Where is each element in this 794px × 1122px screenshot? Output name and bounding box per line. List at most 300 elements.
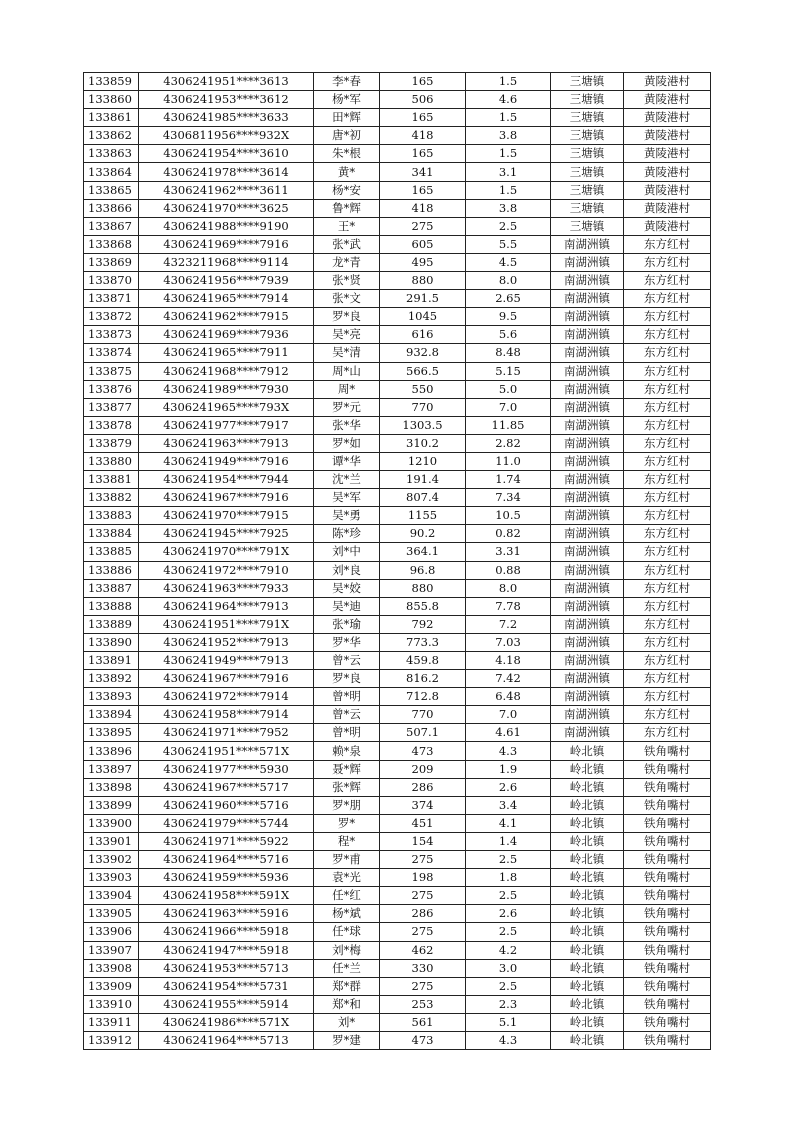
village-cell: 铁角嘴村 — [624, 778, 711, 796]
amount-cell: 341 — [380, 163, 466, 181]
name-cell: 罗*朋 — [314, 796, 380, 814]
id-number-cell: 4306241947****5918 — [139, 941, 314, 959]
village-cell: 铁角嘴村 — [624, 851, 711, 869]
name-cell: 罗*甫 — [314, 851, 380, 869]
id-number-cell: 4306241964****7913 — [139, 597, 314, 615]
serial-number-cell: 133912 — [84, 1031, 139, 1049]
id-number-cell: 4306241954****7944 — [139, 471, 314, 489]
id-number-cell: 4306241977****7917 — [139, 416, 314, 434]
id-number-cell: 4306241985****3633 — [139, 109, 314, 127]
table-row — [84, 633, 711, 651]
name-cell: 罗*元 — [314, 398, 380, 416]
village-cell: 东方红村 — [624, 452, 711, 470]
serial-number-cell: 133883 — [84, 507, 139, 525]
serial-number-cell: 133886 — [84, 561, 139, 579]
village-cell: 铁角嘴村 — [624, 760, 711, 778]
table-row — [84, 181, 711, 199]
serial-number-cell: 133900 — [84, 814, 139, 832]
area-cell: 2.5 — [466, 887, 551, 905]
id-number-cell: 4306241970****791X — [139, 543, 314, 561]
village-cell: 铁角嘴村 — [624, 796, 711, 814]
town-cell: 南湖洲镇 — [551, 344, 624, 362]
name-cell: 罗*建 — [314, 1031, 380, 1049]
table-row — [84, 416, 711, 434]
table-row — [84, 941, 711, 959]
serial-number-cell: 133885 — [84, 543, 139, 561]
table-row — [84, 814, 711, 832]
area-cell: 8.48 — [466, 344, 551, 362]
serial-number-cell: 133870 — [84, 272, 139, 290]
village-cell: 东方红村 — [624, 543, 711, 561]
village-cell: 东方红村 — [624, 489, 711, 507]
serial-number-cell: 133865 — [84, 181, 139, 199]
table-row — [84, 290, 711, 308]
id-number-cell: 4306241951****3613 — [139, 73, 314, 91]
serial-number-cell: 133881 — [84, 471, 139, 489]
amount-cell: 310.2 — [380, 434, 466, 452]
amount-cell: 209 — [380, 760, 466, 778]
area-cell: 4.2 — [466, 941, 551, 959]
amount-cell: 507.1 — [380, 724, 466, 742]
amount-cell: 451 — [380, 814, 466, 832]
village-cell: 黄陵港村 — [624, 109, 711, 127]
name-cell: 张*瑜 — [314, 615, 380, 633]
serial-number-cell: 133871 — [84, 290, 139, 308]
area-cell: 5.1 — [466, 1013, 551, 1031]
village-cell: 黄陵港村 — [624, 217, 711, 235]
village-cell: 铁角嘴村 — [624, 887, 711, 905]
area-cell: 0.88 — [466, 561, 551, 579]
id-number-cell: 4306241969****7936 — [139, 326, 314, 344]
table-row — [84, 73, 711, 91]
name-cell: 曾*云 — [314, 706, 380, 724]
name-cell: 刘* — [314, 1013, 380, 1031]
id-number-cell: 4306241963****7933 — [139, 579, 314, 597]
id-number-cell: 4306241962****3611 — [139, 181, 314, 199]
area-cell: 2.3 — [466, 995, 551, 1013]
area-cell: 7.78 — [466, 597, 551, 615]
area-cell: 7.03 — [466, 633, 551, 651]
name-cell: 吴*姣 — [314, 579, 380, 597]
name-cell: 罗*良 — [314, 670, 380, 688]
village-cell: 东方红村 — [624, 380, 711, 398]
area-cell: 5.0 — [466, 380, 551, 398]
table-row — [84, 615, 711, 633]
serial-number-cell: 133882 — [84, 489, 139, 507]
table-row — [84, 923, 711, 941]
name-cell: 陈*珍 — [314, 525, 380, 543]
amount-cell: 792 — [380, 615, 466, 633]
table-row — [84, 796, 711, 814]
town-cell: 岭北镇 — [551, 1031, 624, 1049]
serial-number-cell: 133892 — [84, 670, 139, 688]
area-cell: 3.8 — [466, 199, 551, 217]
serial-number-cell: 133910 — [84, 995, 139, 1013]
amount-cell: 191.4 — [380, 471, 466, 489]
amount-cell: 816.2 — [380, 670, 466, 688]
area-cell: 3.1 — [466, 163, 551, 181]
village-cell: 铁角嘴村 — [624, 959, 711, 977]
serial-number-cell: 133876 — [84, 380, 139, 398]
area-cell: 1.5 — [466, 109, 551, 127]
village-cell: 东方红村 — [624, 362, 711, 380]
id-number-cell: 4306241971****7952 — [139, 724, 314, 742]
village-cell: 黄陵港村 — [624, 73, 711, 91]
id-number-cell: 4306241977****5930 — [139, 760, 314, 778]
village-cell: 铁角嘴村 — [624, 869, 711, 887]
village-cell: 铁角嘴村 — [624, 832, 711, 850]
amount-cell: 550 — [380, 380, 466, 398]
area-cell: 3.8 — [466, 127, 551, 145]
serial-number-cell: 133901 — [84, 832, 139, 850]
village-cell: 东方红村 — [624, 471, 711, 489]
area-cell: 2.6 — [466, 905, 551, 923]
town-cell: 南湖洲镇 — [551, 489, 624, 507]
village-cell: 东方红村 — [624, 308, 711, 326]
table-row — [84, 959, 711, 977]
table-row — [84, 869, 711, 887]
id-number-cell: 4306811956****932X — [139, 127, 314, 145]
table-row — [84, 977, 711, 995]
area-cell: 4.5 — [466, 253, 551, 271]
town-cell: 岭北镇 — [551, 1013, 624, 1031]
village-cell: 东方红村 — [624, 579, 711, 597]
name-cell: 张*贤 — [314, 272, 380, 290]
village-cell: 铁角嘴村 — [624, 941, 711, 959]
village-cell: 铁角嘴村 — [624, 977, 711, 995]
town-cell: 南湖洲镇 — [551, 652, 624, 670]
amount-cell: 275 — [380, 923, 466, 941]
name-cell: 任*球 — [314, 923, 380, 941]
village-cell: 东方红村 — [624, 290, 711, 308]
serial-number-cell: 133903 — [84, 869, 139, 887]
name-cell: 龙*青 — [314, 253, 380, 271]
village-cell: 东方红村 — [624, 688, 711, 706]
id-number-cell: 4306241969****7916 — [139, 235, 314, 253]
table-row — [84, 525, 711, 543]
id-number-cell: 4306241949****7916 — [139, 452, 314, 470]
town-cell: 南湖洲镇 — [551, 253, 624, 271]
table-row — [84, 652, 711, 670]
table-row — [84, 253, 711, 271]
table-row — [84, 362, 711, 380]
area-cell: 5.6 — [466, 326, 551, 344]
village-cell: 东方红村 — [624, 272, 711, 290]
id-number-cell: 4306241954****3610 — [139, 145, 314, 163]
serial-number-cell: 133908 — [84, 959, 139, 977]
table-row — [84, 561, 711, 579]
table-row — [84, 832, 711, 850]
name-cell: 杨*斌 — [314, 905, 380, 923]
table-row — [84, 272, 711, 290]
id-number-cell: 4306241959****5936 — [139, 869, 314, 887]
id-number-cell: 4306241988****9190 — [139, 217, 314, 235]
amount-cell: 165 — [380, 145, 466, 163]
area-cell: 2.6 — [466, 778, 551, 796]
name-cell: 张*辉 — [314, 778, 380, 796]
id-number-cell: 4306241951****791X — [139, 615, 314, 633]
village-cell: 东方红村 — [624, 416, 711, 434]
village-cell: 东方红村 — [624, 253, 711, 271]
serial-number-cell: 133888 — [84, 597, 139, 615]
village-cell: 黄陵港村 — [624, 163, 711, 181]
serial-number-cell: 133887 — [84, 579, 139, 597]
amount-cell: 275 — [380, 887, 466, 905]
name-cell: 刘*良 — [314, 561, 380, 579]
town-cell: 南湖洲镇 — [551, 434, 624, 452]
id-number-cell: 4306241965****7911 — [139, 344, 314, 362]
amount-cell: 1045 — [380, 308, 466, 326]
id-number-cell: 4306241972****7910 — [139, 561, 314, 579]
town-cell: 南湖洲镇 — [551, 380, 624, 398]
table-row — [84, 489, 711, 507]
amount-cell: 291.5 — [380, 290, 466, 308]
amount-cell: 330 — [380, 959, 466, 977]
table-row — [84, 995, 711, 1013]
village-cell: 东方红村 — [624, 525, 711, 543]
amount-cell: 1303.5 — [380, 416, 466, 434]
town-cell: 南湖洲镇 — [551, 235, 624, 253]
town-cell: 南湖洲镇 — [551, 670, 624, 688]
id-number-cell: 4306241958****7914 — [139, 706, 314, 724]
area-cell: 1.4 — [466, 832, 551, 850]
amount-cell: 275 — [380, 217, 466, 235]
table-row — [84, 398, 711, 416]
serial-number-cell: 133867 — [84, 217, 139, 235]
area-cell: 8.0 — [466, 272, 551, 290]
amount-cell: 286 — [380, 778, 466, 796]
village-cell: 东方红村 — [624, 615, 711, 633]
village-cell: 东方红村 — [624, 398, 711, 416]
table-row — [84, 434, 711, 452]
table-row — [84, 199, 711, 217]
area-cell: 3.31 — [466, 543, 551, 561]
serial-number-cell: 133878 — [84, 416, 139, 434]
name-cell: 吴*勇 — [314, 507, 380, 525]
town-cell: 三塘镇 — [551, 199, 624, 217]
id-number-cell: 4306241951****571X — [139, 742, 314, 760]
id-number-cell: 4306241953****3612 — [139, 91, 314, 109]
serial-number-cell: 133891 — [84, 652, 139, 670]
name-cell: 张*武 — [314, 235, 380, 253]
serial-number-cell: 133880 — [84, 452, 139, 470]
town-cell: 三塘镇 — [551, 145, 624, 163]
area-cell: 4.6 — [466, 91, 551, 109]
serial-number-cell: 133862 — [84, 127, 139, 145]
town-cell: 南湖洲镇 — [551, 326, 624, 344]
amount-cell: 253 — [380, 995, 466, 1013]
name-cell: 鲁*辉 — [314, 199, 380, 217]
village-cell: 黄陵港村 — [624, 145, 711, 163]
table-row — [84, 778, 711, 796]
name-cell: 曾*明 — [314, 724, 380, 742]
serial-number-cell: 133884 — [84, 525, 139, 543]
village-cell: 东方红村 — [624, 344, 711, 362]
table-row — [84, 724, 711, 742]
serial-number-cell: 133896 — [84, 742, 139, 760]
town-cell: 三塘镇 — [551, 163, 624, 181]
amount-cell: 855.8 — [380, 597, 466, 615]
id-number-cell: 4306241963****7913 — [139, 434, 314, 452]
serial-number-cell: 133868 — [84, 235, 139, 253]
amount-cell: 165 — [380, 109, 466, 127]
town-cell: 岭北镇 — [551, 995, 624, 1013]
town-cell: 三塘镇 — [551, 181, 624, 199]
id-number-cell: 4306241989****7930 — [139, 380, 314, 398]
name-cell: 吴*亮 — [314, 326, 380, 344]
id-number-cell: 4306241955****5914 — [139, 995, 314, 1013]
village-cell: 铁角嘴村 — [624, 995, 711, 1013]
table-row — [84, 760, 711, 778]
id-number-cell: 4306241970****7915 — [139, 507, 314, 525]
area-cell: 7.42 — [466, 670, 551, 688]
name-cell: 谭*华 — [314, 452, 380, 470]
area-cell: 7.0 — [466, 706, 551, 724]
town-cell: 岭北镇 — [551, 742, 624, 760]
table-row — [84, 326, 711, 344]
amount-cell: 275 — [380, 977, 466, 995]
area-cell: 5.15 — [466, 362, 551, 380]
town-cell: 南湖洲镇 — [551, 597, 624, 615]
name-cell: 张*文 — [314, 290, 380, 308]
id-number-cell: 4306241972****7914 — [139, 688, 314, 706]
serial-number-cell: 133895 — [84, 724, 139, 742]
serial-number-cell: 133872 — [84, 308, 139, 326]
id-number-cell: 4306241967****5717 — [139, 778, 314, 796]
village-cell: 东方红村 — [624, 706, 711, 724]
id-number-cell: 4306241964****5716 — [139, 851, 314, 869]
amount-cell: 286 — [380, 905, 466, 923]
table-row — [84, 507, 711, 525]
town-cell: 岭北镇 — [551, 832, 624, 850]
town-cell: 岭北镇 — [551, 887, 624, 905]
id-number-cell: 4306241956****7939 — [139, 272, 314, 290]
town-cell: 岭北镇 — [551, 814, 624, 832]
town-cell: 岭北镇 — [551, 778, 624, 796]
amount-cell: 473 — [380, 742, 466, 760]
name-cell: 黄* — [314, 163, 380, 181]
village-cell: 东方红村 — [624, 326, 711, 344]
id-number-cell: 4306241945****7925 — [139, 525, 314, 543]
village-cell: 黄陵港村 — [624, 91, 711, 109]
table-row — [84, 109, 711, 127]
town-cell: 岭北镇 — [551, 796, 624, 814]
area-cell: 10.5 — [466, 507, 551, 525]
table-row — [84, 742, 711, 760]
table-row — [84, 163, 711, 181]
records-table-body — [84, 73, 711, 1050]
area-cell: 6.48 — [466, 688, 551, 706]
serial-number-cell: 133863 — [84, 145, 139, 163]
town-cell: 岭北镇 — [551, 905, 624, 923]
area-cell: 9.5 — [466, 308, 551, 326]
name-cell: 杨*安 — [314, 181, 380, 199]
amount-cell: 932.8 — [380, 344, 466, 362]
amount-cell: 616 — [380, 326, 466, 344]
table-row — [84, 905, 711, 923]
serial-number-cell: 133877 — [84, 398, 139, 416]
area-cell: 7.34 — [466, 489, 551, 507]
amount-cell: 154 — [380, 832, 466, 850]
id-number-cell: 4306241986****571X — [139, 1013, 314, 1031]
amount-cell: 880 — [380, 579, 466, 597]
serial-number-cell: 133893 — [84, 688, 139, 706]
name-cell: 张*华 — [314, 416, 380, 434]
serial-number-cell: 133904 — [84, 887, 139, 905]
village-cell: 黄陵港村 — [624, 127, 711, 145]
table-row — [84, 344, 711, 362]
id-number-cell: 4306241962****7915 — [139, 308, 314, 326]
id-number-cell: 4306241966****5918 — [139, 923, 314, 941]
serial-number-cell: 133897 — [84, 760, 139, 778]
serial-number-cell: 133907 — [84, 941, 139, 959]
name-cell: 刘*梅 — [314, 941, 380, 959]
village-cell: 铁角嘴村 — [624, 814, 711, 832]
village-cell: 铁角嘴村 — [624, 1031, 711, 1049]
table-row — [84, 1013, 711, 1031]
area-cell: 4.18 — [466, 652, 551, 670]
serial-number-cell: 133879 — [84, 434, 139, 452]
table-row — [84, 706, 711, 724]
serial-number-cell: 133906 — [84, 923, 139, 941]
amount-cell: 364.1 — [380, 543, 466, 561]
id-number-cell: 4306241970****3625 — [139, 199, 314, 217]
amount-cell: 605 — [380, 235, 466, 253]
town-cell: 岭北镇 — [551, 869, 624, 887]
area-cell: 7.0 — [466, 398, 551, 416]
id-number-cell: 4306241965****793X — [139, 398, 314, 416]
id-number-cell: 4306241968****7912 — [139, 362, 314, 380]
amount-cell: 462 — [380, 941, 466, 959]
id-number-cell: 4306241965****7914 — [139, 290, 314, 308]
amount-cell: 374 — [380, 796, 466, 814]
name-cell: 刘*中 — [314, 543, 380, 561]
table-row — [84, 471, 711, 489]
name-cell: 郑*和 — [314, 995, 380, 1013]
id-number-cell: 4306241958****591X — [139, 887, 314, 905]
area-cell: 7.2 — [466, 615, 551, 633]
town-cell: 南湖洲镇 — [551, 615, 624, 633]
name-cell: 杨*军 — [314, 91, 380, 109]
table-row — [84, 127, 711, 145]
area-cell: 3.0 — [466, 959, 551, 977]
town-cell: 南湖洲镇 — [551, 633, 624, 651]
area-cell: 2.5 — [466, 217, 551, 235]
serial-number-cell: 133873 — [84, 326, 139, 344]
town-cell: 岭北镇 — [551, 923, 624, 941]
table-row — [84, 308, 711, 326]
serial-number-cell: 133859 — [84, 73, 139, 91]
area-cell: 11.85 — [466, 416, 551, 434]
name-cell: 周*山 — [314, 362, 380, 380]
area-cell: 1.8 — [466, 869, 551, 887]
town-cell: 三塘镇 — [551, 109, 624, 127]
serial-number-cell: 133909 — [84, 977, 139, 995]
table-row — [84, 543, 711, 561]
area-cell: 2.82 — [466, 434, 551, 452]
id-number-cell: 4306241960****5716 — [139, 796, 314, 814]
town-cell: 岭北镇 — [551, 959, 624, 977]
area-cell: 3.4 — [466, 796, 551, 814]
town-cell: 南湖洲镇 — [551, 308, 624, 326]
table-row — [84, 851, 711, 869]
area-cell: 2.65 — [466, 290, 551, 308]
table-row — [84, 597, 711, 615]
area-cell: 4.3 — [466, 1031, 551, 1049]
area-cell: 2.5 — [466, 977, 551, 995]
area-cell: 4.61 — [466, 724, 551, 742]
town-cell: 南湖洲镇 — [551, 471, 624, 489]
